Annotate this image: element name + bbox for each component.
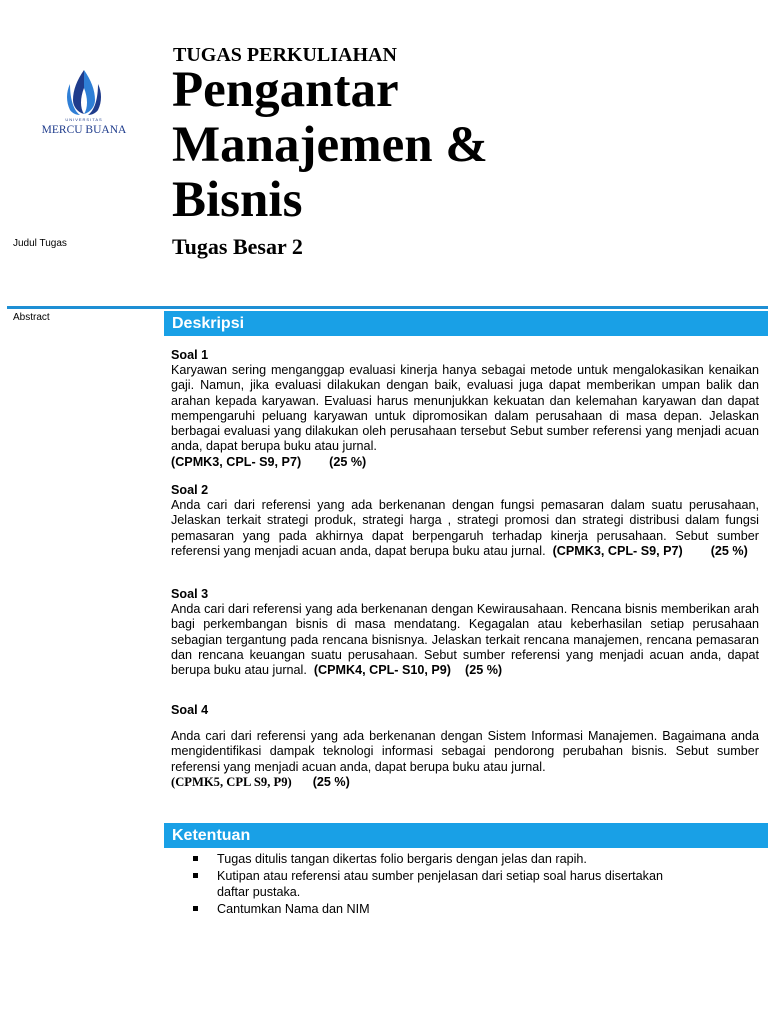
question-reference-weight: (25 %) <box>312 774 350 789</box>
flame-logo-icon <box>37 68 131 118</box>
section-heading-ketentuan: Ketentuan <box>164 823 768 848</box>
question-text: Karyawan sering menganggap evaluasi kinerja hanya sebagai metode untuk mengalokasikan kenaikan gaji. Namun, jika evaluasi dilakukan dengan baik, evaluasi juga dapat memberikan umpan balik dan arahan kepada karyawan. Evaluasi harus menunjukkan kekuatan dan kelemahan karyawan dan dapat mempengaruhi peluang karyawan untuk dipromosikan dalam perusahaan di masa depan. Jelaskan berbagai evaluasi yang dilakukan oleh perusahaan tersebut Sebut sumber referensi yang menjadi acuan anda, dapat berupa buku atau jurnal. <box>171 363 759 454</box>
bullet-icon <box>193 856 198 861</box>
question-label: Soal 3 <box>171 587 209 601</box>
question-3 <box>171 587 759 678</box>
list-item-text: Kutipan atau referensi atau sumber penjelasan dari setiap soal harus disertakan daftar pustaka. <box>217 869 663 899</box>
question-reference: (CPMK4, CPL- S10, P9) (25 %) <box>313 663 503 678</box>
page-subtitle: Tugas Besar 2 <box>172 234 303 259</box>
logo-university-label: UNIVERSITAS <box>65 117 103 122</box>
list-item <box>193 901 673 917</box>
bullet-icon <box>193 873 198 878</box>
question-label: Soal 2 <box>171 483 209 497</box>
question-reference: (CPMK3, CPL- S9, P7) (25 %) <box>552 543 748 558</box>
question-text-body: Anda cari dari referensi yang ada berkenanan dengan fungsi pemasaran dalam suatu perusahaan, Jelaskan terkait strategi produk, strategi harga , strategi promosi dan strategi distribusi dalam fungsi pemasaran yang pada akhirnya dapat berpengaruh terhadap kinerja perusahaan. Sebut sumber referensi yang menjadi acuan anda, dapat berupa buku atau jurnal. <box>171 498 759 558</box>
bullet-icon <box>193 906 198 911</box>
question-reference: (CPMK3, CPL- S9, P7) (25 %) <box>171 454 367 469</box>
divider-rule <box>7 306 768 309</box>
title-line: Pengantar <box>172 62 399 118</box>
question-text: Anda cari dari referensi yang ada berkenanan dengan Sistem Informasi Manajemen. Bagaimana anda mengidentifikasi dampak teknologi informasi sebagai pendorong perubahan bisnis. Sebut sumber referensi yang menjadi acuan anda, dapat berupa buku atau jurnal. <box>171 729 759 774</box>
side-label-judul: Judul Tugas <box>13 238 67 249</box>
side-label-abstract: Abstract <box>13 312 50 323</box>
list-item-text: Tugas ditulis tangan dikertas folio bergaris dengan jelas dan rapih. <box>217 852 587 866</box>
question-text <box>171 602 759 678</box>
question-reference-code: (CPMK5, CPL S9, P9) <box>171 774 292 789</box>
title-line: Manajemen & <box>172 117 488 173</box>
question-reference <box>171 775 759 790</box>
page-title <box>172 63 488 228</box>
list-item <box>193 868 673 900</box>
question-label: Soal 1 <box>171 348 209 362</box>
question-text <box>171 498 759 559</box>
question-2 <box>171 483 759 559</box>
title-line: Bisnis <box>172 172 303 228</box>
university-logo <box>37 68 131 142</box>
list-item <box>193 851 673 867</box>
question-label: Soal 4 <box>171 703 209 717</box>
question-4 <box>171 703 759 790</box>
header-kicker: TUGAS PERKULIAHAN <box>173 44 397 66</box>
list-item-text: Cantumkan Nama dan NIM <box>217 902 370 916</box>
section-heading-deskripsi: Deskripsi <box>164 311 768 336</box>
question-1 <box>171 348 759 470</box>
logo-university-name: MERCU BUANA <box>41 124 127 136</box>
ketentuan-list <box>193 851 673 918</box>
question-text-body: Anda cari dari referensi yang ada berkenanan dengan Kewirausahaan. Rencana bisnis memberikan arah bagi perkembangan bisnis di masa mendatang. Kegagalan atau keberhasilan setiap perusahaan sebagian tergantung pada rencana bisnisnya. Jelaskan terkait rencana manajemen, rencana pemasaran dan rencana keuangan suatu perusahaan. Sebut sumber referensi yang menjadi acuan anda, dapat berupa buku atau jurnal. <box>171 602 759 678</box>
